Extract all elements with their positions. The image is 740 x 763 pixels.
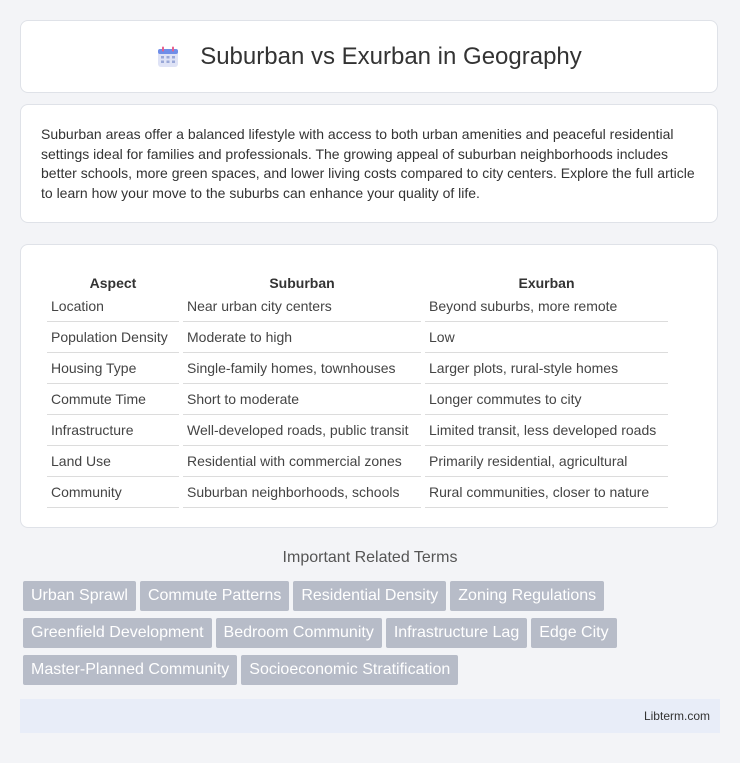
table-cell: Infrastructure [47,415,179,446]
table-cell: Population Density [47,322,179,353]
footer [20,699,720,733]
intro-card [20,104,718,223]
column-header: Exurban [518,275,575,291]
tag-greenfield-development[interactable]: Greenfield Development [23,618,212,648]
table-header-row [47,265,668,291]
comparison-table [43,265,672,508]
column-header: Suburban [269,275,335,291]
tag-residential-density[interactable]: Residential Density [293,581,446,611]
tag-edge-city[interactable]: Edge City [531,618,616,648]
tag-commute-patterns[interactable]: Commute Patterns [140,581,289,611]
tag-zoning-regulations[interactable]: Zoning Regulations [450,581,604,611]
table-cell: Single-family homes, townhouses [183,353,421,384]
table-row [47,446,668,477]
table-cell: Primarily residential, agricultural [425,446,668,477]
intro-text: Suburban areas offer a balanced lifestyle with access to both urban amenities and peaceful residential settings ideal for families and professionals. The growing appeal of suburban neighborhoods includes better schools, more green spaces, and lower living costs compared to city centers. Explore the full article to learn how your move to the suburbs can enhance your quality of life. [41,126,695,201]
related-terms-list [23,581,723,692]
table-row [47,477,668,508]
tag-master-planned-community[interactable]: Master-Planned Community [23,655,237,685]
table-cell: Short to moderate [183,384,421,415]
tag-socioeconomic-stratification[interactable]: Socioeconomic Stratification [241,655,458,685]
column-header: Aspect [89,275,137,291]
table-cell: Near urban city centers [183,291,421,322]
tag-infrastructure-lag[interactable]: Infrastructure Lag [386,618,527,648]
table-cell: Moderate to high [183,322,421,353]
table-cell: Housing Type [47,353,179,384]
table-row [47,353,668,384]
calendar-icon [156,45,180,69]
table-cell: Commute Time [47,384,179,415]
table-cell: Beyond suburbs, more remote [425,291,668,322]
table-cell: Land Use [47,446,179,477]
table-cell: Residential with commercial zones [183,446,421,477]
tag-bedroom-community[interactable]: Bedroom Community [216,618,382,648]
comparison-card [20,244,718,528]
title-card [20,20,718,93]
table-cell: Well-developed roads, public transit [183,415,421,446]
table-cell: Longer commutes to city [425,384,668,415]
table-cell: Location [47,291,179,322]
table-row [47,415,668,446]
table-row [47,322,668,353]
table-cell: Suburban neighborhoods, schools [183,477,421,508]
table-cell: Low [425,322,668,353]
table-cell: Limited transit, less developed roads [425,415,668,446]
footer-brand[interactable]: Libterm.com [643,709,710,723]
table-cell: Rural communities, closer to nature [425,477,668,508]
related-terms-heading: Important Related Terms [282,549,458,566]
page-title: Suburban vs Exurban in Geography [200,42,582,70]
tag-urban-sprawl[interactable]: Urban Sprawl [23,581,136,611]
table-row [47,291,668,322]
table-cell: Larger plots, rural-style homes [425,353,668,384]
table-cell: Community [47,477,179,508]
table-row [47,384,668,415]
